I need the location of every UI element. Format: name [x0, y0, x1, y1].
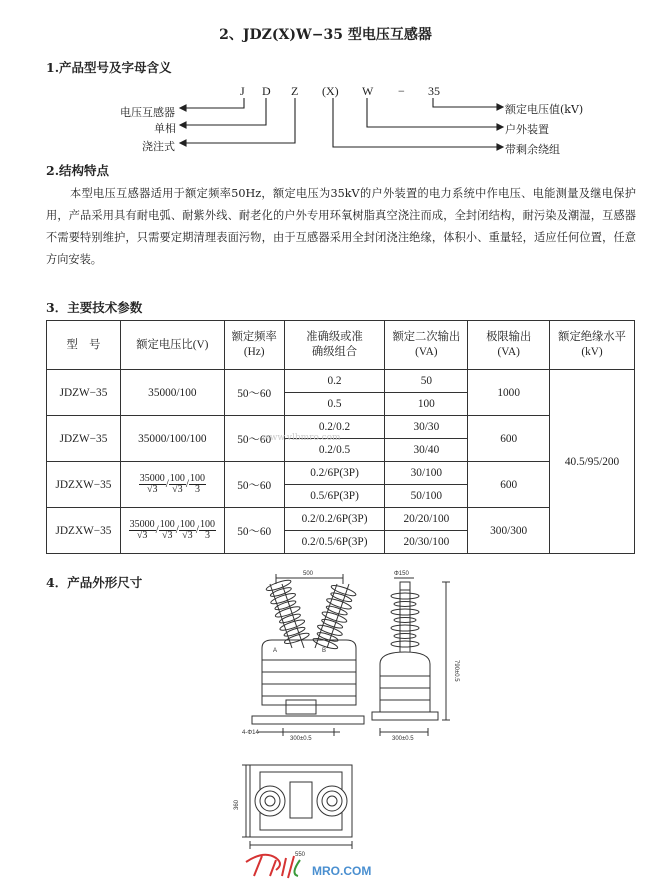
cell-freq: 50～60 [224, 370, 284, 416]
page-title: 2、JDZ(X)W−35 型电压互感器 [219, 27, 432, 43]
plan-view-bushings [255, 786, 347, 816]
table-row [47, 462, 635, 485]
cell-output: 50 [385, 370, 468, 393]
label-residual-winding: 带剩余绕组 [505, 143, 560, 156]
code-letter-d: D [262, 84, 271, 98]
cell-output: 100 [385, 393, 468, 416]
fraction-den: √3 [162, 530, 173, 541]
code-letter-x: (X) [322, 84, 339, 98]
section-heading-specs: 3．主要技术参数 [46, 300, 143, 315]
dim-side-top: Φ150 [394, 571, 409, 577]
dim-side-base: 300±0.5 [392, 736, 414, 742]
label-rated-voltage: 额定电压值(kV) [505, 103, 584, 116]
fraction-term [169, 474, 186, 495]
dim-base-left: 300±0.5 [290, 736, 312, 742]
header-insulation [550, 321, 635, 370]
dim-side-height: 790±0.5 [453, 660, 459, 682]
label-single-phase: 单相 [154, 122, 176, 135]
label-outdoor: 户外装置 [505, 123, 549, 136]
cell-ratio-fraction: $\frac{35000}{√3}$ / $\frac{100}{√3}$ / $\frac{100}{√3}$ / $\frac{100}{3}$ [120, 508, 224, 554]
header-ratio: 额定电压比(V) [120, 321, 224, 370]
left-insulator [265, 578, 310, 648]
fraction-num: 100 [200, 519, 216, 530]
cell-limit: 600 [468, 462, 550, 508]
cell-output: 30/100 [385, 462, 468, 485]
fraction-den: √3 [136, 530, 148, 541]
cell-ratio: 35000/100/100 [120, 416, 224, 462]
header-freq-text: 额定频率 (Hz) [231, 331, 277, 358]
cell-accuracy: 0.2/0.2/6P(3P) [284, 508, 385, 531]
cell-insulation: 40.5/95/200 [550, 370, 635, 554]
fraction-term [189, 474, 206, 495]
site-logo [246, 855, 371, 878]
terminal-b-label: B [322, 648, 327, 654]
header-model: 型 号 [47, 321, 121, 370]
fraction-num: 100 [179, 519, 195, 530]
code-voltage: 35 [428, 84, 440, 98]
fraction-term [199, 520, 216, 541]
header-insulation-text: 额定绝缘水平 (kV) [558, 331, 626, 358]
dim-holes: 4-Φ14 [242, 730, 259, 736]
dim-plan-depth: 360 [234, 799, 240, 810]
header-freq [224, 321, 284, 370]
fraction-den: 3 [205, 530, 211, 541]
cell-freq: 50～60 [224, 462, 284, 508]
header-limit [468, 321, 550, 370]
code-letter-w: W [362, 84, 374, 98]
logo-text: MRO.COM [312, 864, 372, 878]
spec-header-row [47, 321, 635, 370]
cell-output: 30/30 [385, 416, 468, 439]
table-row [47, 508, 635, 531]
dim-top-width: 500 [303, 571, 314, 577]
section-heading-model: 1.产品型号及字母含义 [46, 60, 172, 75]
header-limit-text: 极限输出 (VA) [486, 331, 532, 358]
front-view [252, 574, 364, 736]
cell-limit: 1000 [468, 370, 550, 416]
cell-freq: 50～60 [224, 508, 284, 554]
terminal-a-label: A [273, 648, 278, 654]
table-row [47, 370, 635, 393]
watermark-text: www.vlbmro.com [262, 433, 341, 443]
cell-accuracy: 0.5/6P(3P) [284, 485, 385, 508]
header-accuracy [284, 321, 385, 370]
cell-accuracy: 0.2/6P(3P) [284, 462, 385, 485]
fraction-num: 35000 [139, 473, 165, 484]
header-accuracy-text: 准确级或准 确级组合 [306, 331, 363, 358]
section-heading-structure: 2.结构特点 [46, 163, 110, 178]
cell-output: 50/100 [385, 485, 468, 508]
cell-model: JDZW−35 [47, 370, 121, 416]
fraction-num: 35000 [129, 519, 155, 530]
fraction-num: 100 [159, 519, 175, 530]
cell-limit: 600 [468, 416, 550, 462]
code-letter-z: Z [291, 84, 299, 98]
model-code-lines [0, 0, 651, 160]
cell-ratio: 35000/100 [120, 370, 224, 416]
fraction-den: √3 [146, 484, 158, 495]
cell-accuracy: 0.2/0.5 [284, 439, 385, 462]
cell-accuracy: 0.2 [284, 370, 385, 393]
cell-model: JDZXW−35 [47, 508, 121, 554]
fraction-den: √3 [172, 484, 183, 495]
cell-accuracy: 0.2/0.2 [284, 416, 385, 439]
label-voltage-transformer: 电压互感器 [120, 106, 175, 119]
fraction-den: √3 [182, 530, 193, 541]
fraction-term [139, 474, 166, 495]
label-cast-type: 浇注式 [142, 140, 175, 153]
cell-limit: 300/300 [468, 508, 550, 554]
cell-freq: 50～60 [224, 416, 284, 462]
fraction-den: 3 [194, 484, 200, 495]
cell-output: 20/20/100 [385, 508, 468, 531]
fraction-term [129, 520, 156, 541]
dim-plan-width: 550 [295, 852, 306, 858]
dimension-drawings [0, 560, 651, 883]
side-view [372, 578, 450, 736]
fraction-num: 100 [189, 473, 205, 484]
cell-model: JDZW−35 [47, 416, 121, 462]
section-heading-dimensions: 4．产品外形尺寸 [46, 575, 143, 590]
header-output [385, 321, 468, 370]
cell-ratio-fraction: $\frac{35000}{√3}$ / $\frac{100}{√3}$ / $\frac{100}{3}$ [120, 462, 224, 508]
cell-accuracy: 0.2/0.5/6P(3P) [284, 531, 385, 554]
fraction-term [159, 520, 176, 541]
cell-accuracy: 0.5 [284, 393, 385, 416]
code-letter-j: J [240, 84, 245, 98]
code-dash: − [398, 84, 405, 98]
cell-output: 20/30/100 [385, 531, 468, 554]
structure-paragraph: 本型电压互感器适用于额定频率50Hz，额定电压为35kV的户外装置的电力系统中作电压、电能测量及继电保护用，产品采用具有耐电弧、耐紫外线、耐老化的户外专用环氧树脂真空浇注而成，全封闭结构，耐污染及潮湿，互感器不需要特别维护，只需要定期清理表面污物，由于互感器采用全封闭浇注绝缘，体积小、重量轻，适应任何位置，任意方向安装。 [46, 187, 636, 266]
header-output-text: 额定二次输出 (VA) [392, 331, 461, 358]
cell-output: 30/40 [385, 439, 468, 462]
cell-model: JDZXW−35 [47, 462, 121, 508]
fraction-num: 100 [169, 473, 185, 484]
fraction-term [179, 520, 196, 541]
